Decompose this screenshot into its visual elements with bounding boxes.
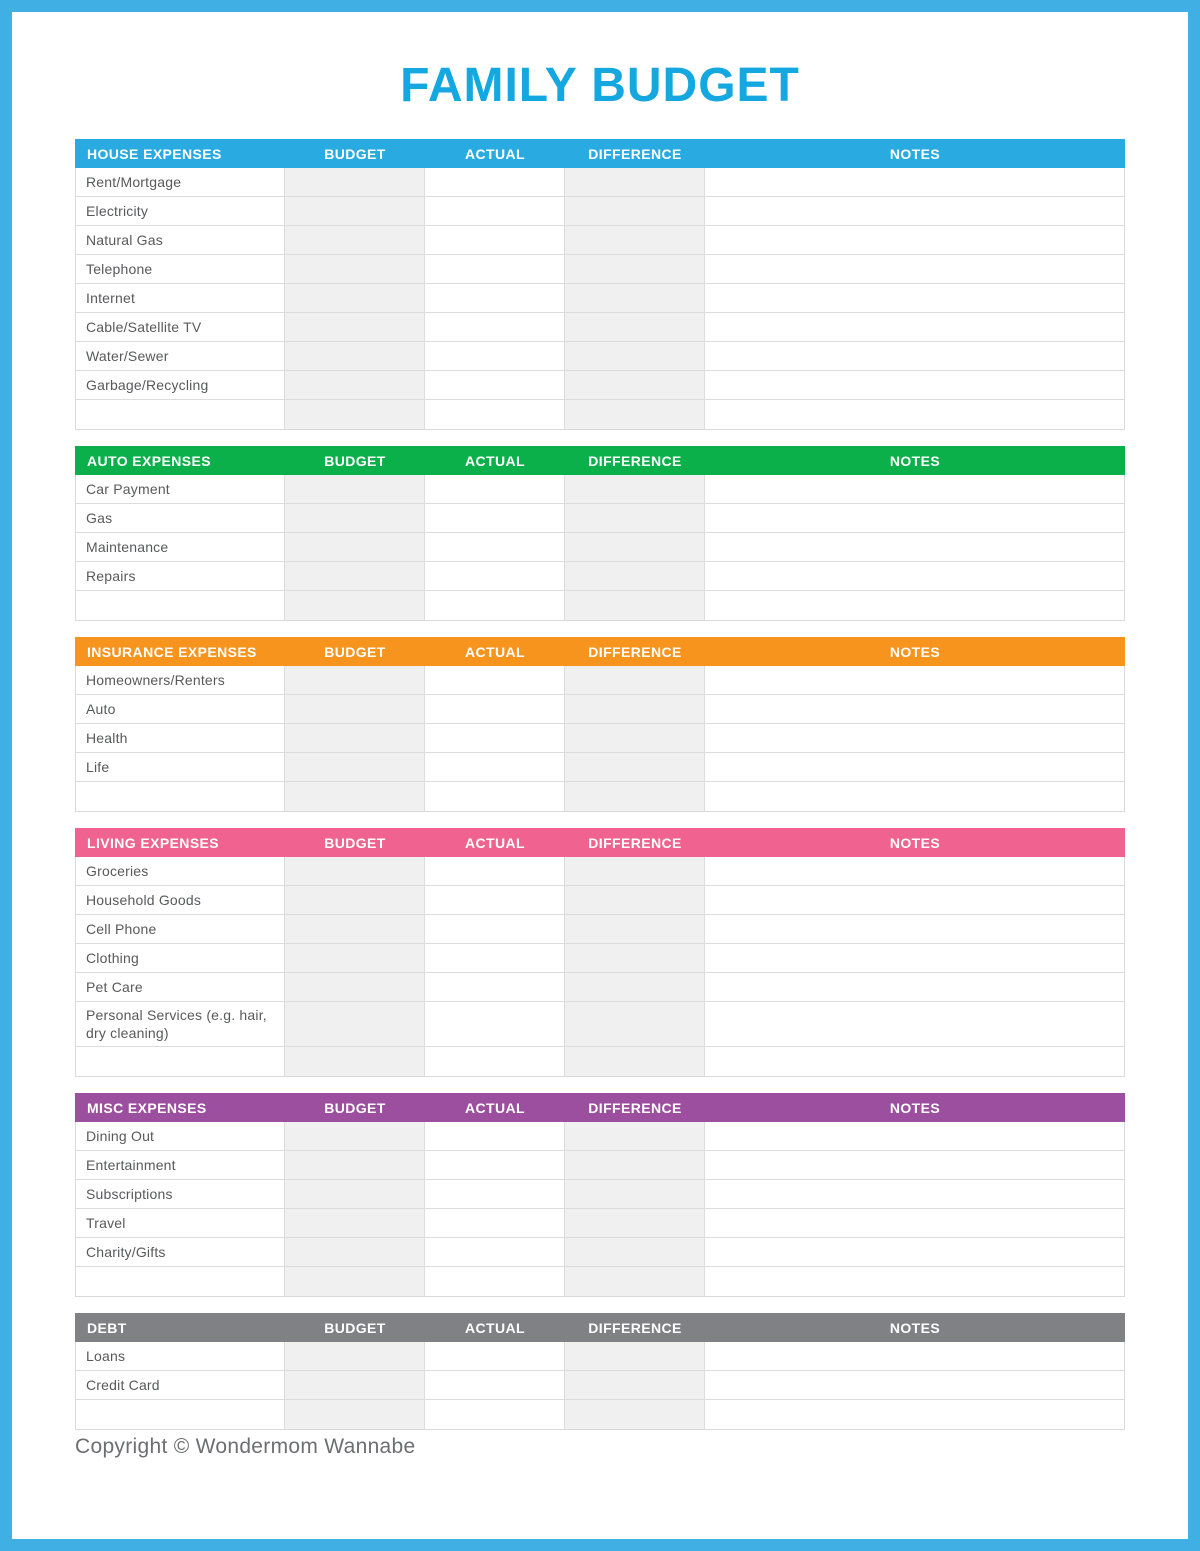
budget-cell (285, 1342, 425, 1370)
budget-cell (285, 371, 425, 399)
actual-cell (425, 973, 565, 1001)
budget-cell (285, 226, 425, 254)
table-row (76, 475, 1124, 504)
section-auto-expenses (75, 446, 1125, 621)
table-row (76, 1371, 1124, 1400)
section-living-expenses (75, 828, 1125, 1077)
expense-label (76, 400, 285, 429)
section-header (75, 1093, 1125, 1122)
actual-cell (425, 168, 565, 196)
table-row (76, 886, 1124, 915)
table-row (76, 342, 1124, 371)
difference-cell (565, 591, 705, 620)
expense-label: Cell Phone (76, 915, 285, 943)
expense-label: Maintenance (76, 533, 285, 561)
notes-cell (705, 400, 1124, 429)
column-header-budget: BUDGET (324, 145, 386, 162)
expense-label: Loans (76, 1342, 285, 1370)
expense-label: Credit Card (76, 1371, 285, 1399)
actual-cell (425, 255, 565, 283)
page-title: FAMILY BUDGET (400, 59, 800, 112)
expense-label (76, 591, 285, 620)
actual-cell (425, 857, 565, 885)
table-row (76, 724, 1124, 753)
difference-cell (565, 226, 705, 254)
section-house-expenses (75, 139, 1125, 430)
budget-cell (285, 533, 425, 561)
table-row (76, 313, 1124, 342)
budget-cell (285, 724, 425, 752)
budget-cell (285, 915, 425, 943)
actual-cell (425, 1267, 565, 1296)
table-row (76, 533, 1124, 562)
actual-cell (425, 1400, 565, 1429)
difference-cell (565, 782, 705, 811)
section-body (75, 1122, 1125, 1297)
column-header-actual: ACTUAL (465, 1099, 525, 1116)
budget-cell (285, 944, 425, 972)
difference-cell (565, 533, 705, 561)
expense-label: Gas (76, 504, 285, 532)
expense-label: Pet Care (76, 973, 285, 1001)
budget-cell (285, 475, 425, 503)
actual-cell (425, 475, 565, 503)
difference-cell (565, 724, 705, 752)
actual-cell (425, 1122, 565, 1150)
table-row (76, 857, 1124, 886)
section-body (75, 857, 1125, 1077)
actual-cell (425, 782, 565, 811)
table-row (76, 1047, 1124, 1076)
difference-cell (565, 944, 705, 972)
column-header-notes: NOTES (889, 834, 941, 851)
budget-cell (285, 168, 425, 196)
difference-cell (565, 1400, 705, 1429)
budget-cell (285, 1002, 425, 1046)
table-row (76, 197, 1124, 226)
notes-cell (705, 1047, 1124, 1076)
column-header-notes: NOTES (889, 643, 941, 660)
expense-label (76, 1400, 285, 1429)
section-header (75, 139, 1125, 168)
column-header-budget: BUDGET (324, 834, 386, 851)
difference-cell (565, 695, 705, 723)
notes-cell (705, 371, 1124, 399)
actual-cell (425, 1371, 565, 1399)
difference-cell (565, 342, 705, 370)
notes-cell (705, 591, 1124, 620)
actual-cell (425, 562, 565, 590)
column-header-actual: ACTUAL (465, 643, 525, 660)
notes-cell (705, 284, 1124, 312)
notes-cell (705, 1238, 1124, 1266)
actual-cell (425, 1209, 565, 1237)
actual-cell (425, 944, 565, 972)
section-misc-expenses (75, 1093, 1125, 1297)
table-row (76, 562, 1124, 591)
expense-label: Life (76, 753, 285, 781)
notes-cell (705, 475, 1124, 503)
actual-cell (425, 313, 565, 341)
actual-cell (425, 753, 565, 781)
table-row (76, 973, 1124, 1002)
budget-cell (285, 666, 425, 694)
notes-cell (705, 504, 1124, 532)
table-row (76, 666, 1124, 695)
actual-cell (425, 591, 565, 620)
budget-cell (285, 1238, 425, 1266)
budget-cell (285, 1371, 425, 1399)
expense-label: Cable/Satellite TV (76, 313, 285, 341)
column-header-actual: ACTUAL (465, 145, 525, 162)
table-row (76, 591, 1124, 620)
expense-label: Auto (76, 695, 285, 723)
expense-label: Repairs (76, 562, 285, 590)
actual-cell (425, 342, 565, 370)
expense-label: Garbage/Recycling (76, 371, 285, 399)
actual-cell (425, 1238, 565, 1266)
table-row (76, 1180, 1124, 1209)
budget-cell (285, 857, 425, 885)
section-body (75, 1342, 1125, 1430)
actual-cell (425, 915, 565, 943)
expense-label: Internet (76, 284, 285, 312)
table-row (76, 695, 1124, 724)
notes-cell (705, 562, 1124, 590)
budget-cell (285, 973, 425, 1001)
budget-cell (285, 695, 425, 723)
difference-cell (565, 1122, 705, 1150)
column-header-difference: DIFFERENCE (588, 643, 682, 660)
table-row (76, 255, 1124, 284)
actual-cell (425, 1342, 565, 1370)
section-header (75, 637, 1125, 666)
table-row (76, 1151, 1124, 1180)
expense-label: Telephone (76, 255, 285, 283)
budget-cell (285, 591, 425, 620)
actual-cell (425, 1180, 565, 1208)
table-row (76, 1267, 1124, 1296)
actual-cell (425, 666, 565, 694)
difference-cell (565, 371, 705, 399)
budget-cell (285, 886, 425, 914)
difference-cell (565, 1371, 705, 1399)
expense-label: Groceries (76, 857, 285, 885)
difference-cell (565, 1002, 705, 1046)
actual-cell (425, 724, 565, 752)
table-row (76, 782, 1124, 811)
notes-cell (705, 695, 1124, 723)
section-title: MISC EXPENSES (87, 1099, 207, 1116)
difference-cell (565, 562, 705, 590)
expense-label (76, 1047, 285, 1076)
notes-cell (705, 886, 1124, 914)
table-row (76, 1342, 1124, 1371)
expense-label: Household Goods (76, 886, 285, 914)
column-header-difference: DIFFERENCE (588, 145, 682, 162)
expense-label: Water/Sewer (76, 342, 285, 370)
notes-cell (705, 782, 1124, 811)
notes-cell (705, 724, 1124, 752)
actual-cell (425, 1151, 565, 1179)
difference-cell (565, 168, 705, 196)
difference-cell (565, 400, 705, 429)
section-title: HOUSE EXPENSES (87, 145, 222, 162)
expense-label (76, 782, 285, 811)
difference-cell (565, 1238, 705, 1266)
table-row (76, 400, 1124, 429)
column-header-difference: DIFFERENCE (588, 834, 682, 851)
budget-cell (285, 1151, 425, 1179)
copyright-text: Copyright © Wondermom Wannabe (75, 1435, 416, 1458)
notes-cell (705, 915, 1124, 943)
budget-cell (285, 753, 425, 781)
section-title: INSURANCE EXPENSES (87, 643, 257, 660)
notes-cell (705, 255, 1124, 283)
budget-cell (285, 1180, 425, 1208)
section-header (75, 828, 1125, 857)
notes-cell (705, 1371, 1124, 1399)
section-header (75, 1313, 1125, 1342)
table-row (76, 284, 1124, 313)
difference-cell (565, 1151, 705, 1179)
budget-cell (285, 255, 425, 283)
expense-label: Rent/Mortgage (76, 168, 285, 196)
column-header-notes: NOTES (889, 145, 941, 162)
actual-cell (425, 197, 565, 225)
section-header (75, 446, 1125, 475)
budget-cell (285, 400, 425, 429)
column-header-difference: DIFFERENCE (588, 1099, 682, 1116)
budget-cell (285, 313, 425, 341)
notes-cell (705, 666, 1124, 694)
budget-cell (285, 504, 425, 532)
notes-cell (705, 342, 1124, 370)
notes-cell (705, 1342, 1124, 1370)
budget-cell (285, 1122, 425, 1150)
actual-cell (425, 371, 565, 399)
difference-cell (565, 284, 705, 312)
table-row (76, 371, 1124, 400)
budget-cell (285, 1400, 425, 1429)
actual-cell (425, 400, 565, 429)
expense-label: Dining Out (76, 1122, 285, 1150)
budget-cell (285, 782, 425, 811)
notes-cell (705, 1400, 1124, 1429)
difference-cell (565, 973, 705, 1001)
expense-label: Personal Services (e.g. hair, dry cleaning) (76, 1002, 285, 1046)
actual-cell (425, 886, 565, 914)
difference-cell (565, 753, 705, 781)
difference-cell (565, 475, 705, 503)
notes-cell (705, 1122, 1124, 1150)
table-row (76, 915, 1124, 944)
expense-label: Subscriptions (76, 1180, 285, 1208)
table-row (76, 944, 1124, 973)
difference-cell (565, 915, 705, 943)
table-row (76, 1122, 1124, 1151)
column-header-notes: NOTES (889, 452, 941, 469)
table-row (76, 753, 1124, 782)
actual-cell (425, 284, 565, 312)
actual-cell (425, 1047, 565, 1076)
difference-cell (565, 666, 705, 694)
table-row (76, 1238, 1124, 1267)
budget-cell (285, 1047, 425, 1076)
notes-cell (705, 944, 1124, 972)
section-title: AUTO EXPENSES (87, 452, 211, 469)
section-body (75, 475, 1125, 621)
budget-cell (285, 342, 425, 370)
expense-label: Entertainment (76, 1151, 285, 1179)
table-row (76, 1209, 1124, 1238)
notes-cell (705, 973, 1124, 1001)
section-insurance-expenses (75, 637, 1125, 812)
actual-cell (425, 226, 565, 254)
difference-cell (565, 504, 705, 532)
expense-label: Clothing (76, 944, 285, 972)
expense-label: Car Payment (76, 475, 285, 503)
table-row (76, 1002, 1124, 1047)
difference-cell (565, 1047, 705, 1076)
notes-cell (705, 533, 1124, 561)
column-header-actual: ACTUAL (465, 1319, 525, 1336)
budget-cell (285, 562, 425, 590)
column-header-actual: ACTUAL (465, 834, 525, 851)
notes-cell (705, 1267, 1124, 1296)
difference-cell (565, 857, 705, 885)
column-header-budget: BUDGET (324, 452, 386, 469)
difference-cell (565, 886, 705, 914)
expense-label: Travel (76, 1209, 285, 1237)
actual-cell (425, 504, 565, 532)
column-header-budget: BUDGET (324, 1319, 386, 1336)
actual-cell (425, 1002, 565, 1046)
table-row (76, 226, 1124, 255)
expense-label: Electricity (76, 197, 285, 225)
budget-cell (285, 197, 425, 225)
column-header-difference: DIFFERENCE (588, 1319, 682, 1336)
budget-cell (285, 284, 425, 312)
actual-cell (425, 533, 565, 561)
column-header-budget: BUDGET (324, 1099, 386, 1116)
section-body (75, 168, 1125, 430)
table-row (76, 1400, 1124, 1429)
column-header-notes: NOTES (889, 1099, 941, 1116)
notes-cell (705, 168, 1124, 196)
notes-cell (705, 857, 1124, 885)
notes-cell (705, 1151, 1124, 1179)
difference-cell (565, 1180, 705, 1208)
table-row (76, 504, 1124, 533)
expense-label: Charity/Gifts (76, 1238, 285, 1266)
section-title: DEBT (87, 1319, 127, 1336)
difference-cell (565, 1267, 705, 1296)
column-header-budget: BUDGET (324, 643, 386, 660)
notes-cell (705, 1209, 1124, 1237)
budget-cell (285, 1209, 425, 1237)
actual-cell (425, 695, 565, 723)
expense-label: Homeowners/Renters (76, 666, 285, 694)
column-header-notes: NOTES (889, 1319, 941, 1336)
difference-cell (565, 313, 705, 341)
notes-cell (705, 1002, 1124, 1046)
notes-cell (705, 226, 1124, 254)
column-header-difference: DIFFERENCE (588, 452, 682, 469)
difference-cell (565, 255, 705, 283)
notes-cell (705, 313, 1124, 341)
difference-cell (565, 1342, 705, 1370)
notes-cell (705, 1180, 1124, 1208)
section-body (75, 666, 1125, 812)
difference-cell (565, 1209, 705, 1237)
column-header-actual: ACTUAL (465, 452, 525, 469)
budget-cell (285, 1267, 425, 1296)
section-debt (75, 1313, 1125, 1430)
section-title: LIVING EXPENSES (87, 834, 220, 851)
budget-sections (75, 139, 1125, 1430)
expense-label: Health (76, 724, 285, 752)
notes-cell (705, 197, 1124, 225)
table-row (76, 168, 1124, 197)
difference-cell (565, 197, 705, 225)
notes-cell (705, 753, 1124, 781)
expense-label: Natural Gas (76, 226, 285, 254)
expense-label (76, 1267, 285, 1296)
